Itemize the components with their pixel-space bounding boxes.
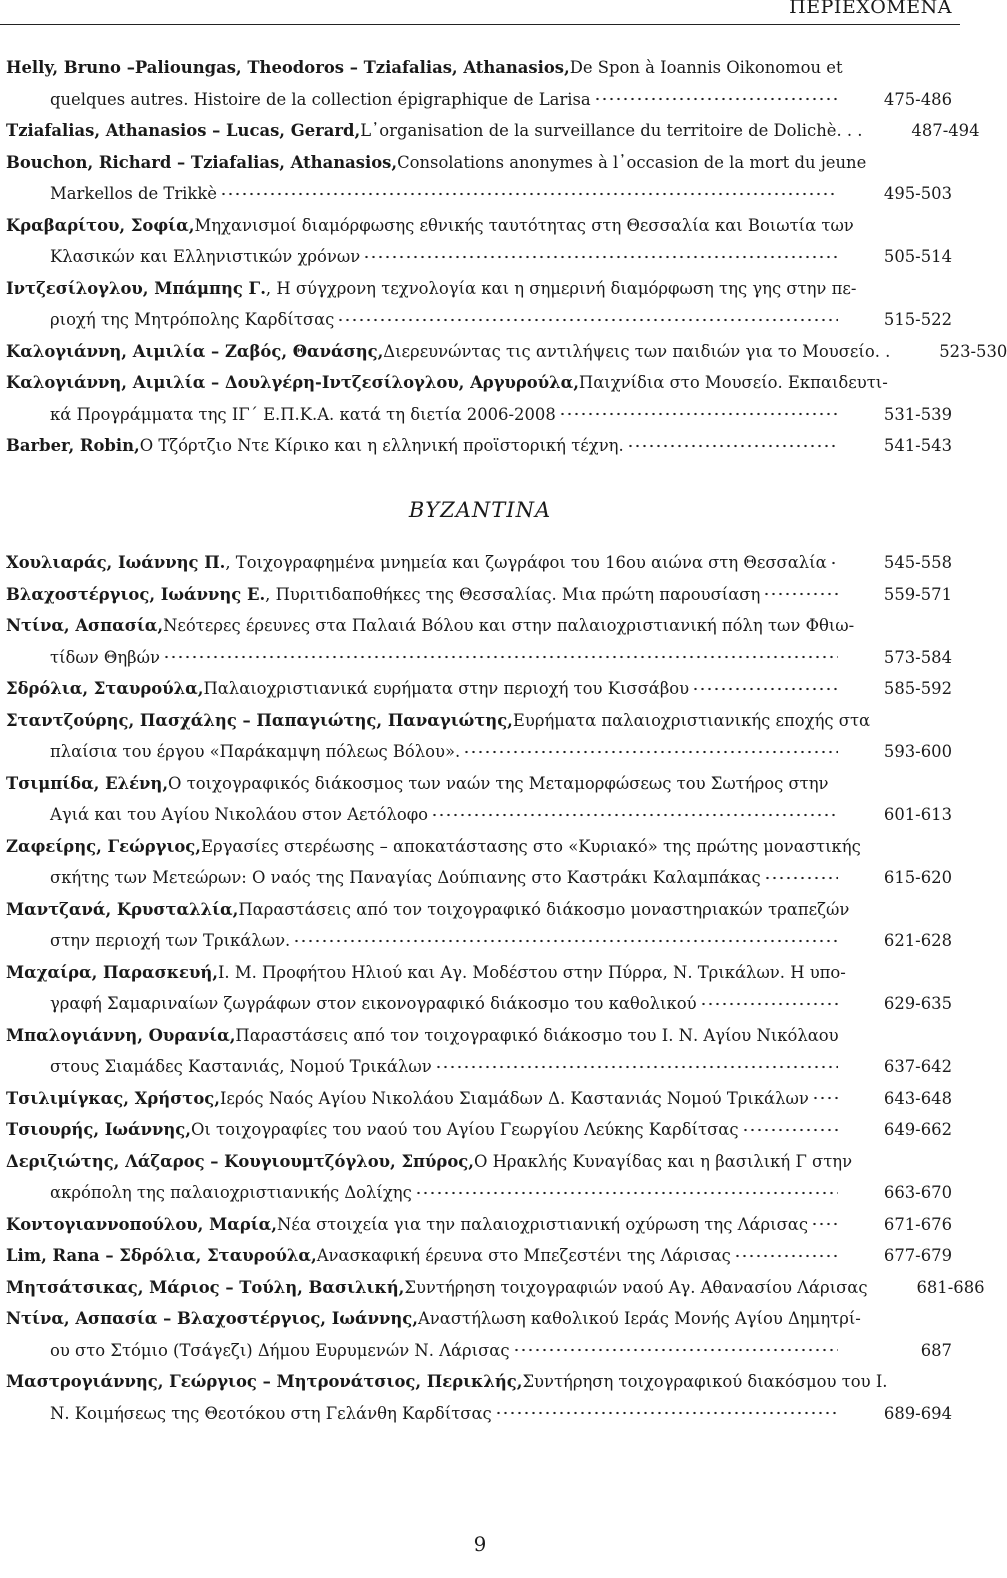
toc-entry-author: Μαστρογιάννης, Γεώργιος – Μητρονάτσιος, Περικλής, xyxy=(6,1372,523,1391)
toc-entry-line xyxy=(6,115,980,147)
dot-leader xyxy=(594,94,838,104)
toc-entry-author: Barber, Robin, xyxy=(6,436,140,455)
toc-entry-title: Παραστάσεις από τον τοιχογραφικό διάκοσμο του Ι. Ν. Αγίου Νικόλαου xyxy=(235,1025,839,1045)
toc-entry xyxy=(6,367,952,430)
toc-entry-pages: 495-503 xyxy=(883,184,952,203)
toc-entry xyxy=(6,1303,952,1366)
toc-entry-title: , Τοιχογραφημένα μνημεία και ζωγράφοι του 16ου αιώνα στη Θεσσαλία xyxy=(225,553,827,572)
toc-entry-author: Δεριζιώτης, Λάζαρος – Κουγιουμτζόγλου, Σπύρος, xyxy=(6,1151,474,1171)
dot-leader xyxy=(812,1093,838,1103)
dot-leader xyxy=(692,684,838,694)
toc-entry-author: Καλογιάννη, Αιμιλία – Δουλγέρη-Ιντζεσίλογλου, Αργυρούλα, xyxy=(6,373,579,392)
toc-entry-title: Ο Ηρακλής Κυναγίδας και η βασιλική Γ στην xyxy=(473,1151,853,1171)
toc-entry-pages: 637-642 xyxy=(883,1057,952,1076)
toc-entry-pages: 585-592 xyxy=(883,679,952,698)
toc-entry-line xyxy=(6,1114,952,1146)
toc-entry-pages: 681-686 xyxy=(916,1277,985,1297)
toc-entry xyxy=(6,115,980,147)
toc-entry-title-continued: Κλασικών και Ελληνιστικών χρόνων xyxy=(50,247,361,266)
toc-entry-pages: 545-558 xyxy=(883,553,952,572)
toc-entry-line xyxy=(6,1303,952,1335)
dot-leader xyxy=(742,1125,838,1135)
toc-entry-pages: 687 xyxy=(920,1340,952,1360)
toc-entry-title-continued: τίδων Θηβών xyxy=(50,647,160,667)
toc-entry-title-continued: γραφή Σαμαριναίων ζωγράφων στον εικονογραφικό διάκοσμο του καθολικού xyxy=(50,994,697,1013)
toc-entry-author: Μητσάτσικας, Μάριος – Τούλη, Βασιλική, xyxy=(6,1277,405,1297)
dot-leader xyxy=(415,1188,838,1198)
toc-entry-line xyxy=(6,367,952,399)
toc-entry-pages: 531-539 xyxy=(883,404,952,424)
header-rule xyxy=(0,24,960,25)
dot-leader xyxy=(627,441,838,451)
toc-entry xyxy=(6,673,952,705)
toc-entry-line xyxy=(6,1146,952,1178)
dot-leader xyxy=(463,747,838,757)
dot-leader xyxy=(220,189,838,199)
toc-entry xyxy=(6,1366,952,1429)
toc-entry xyxy=(6,1114,952,1146)
toc-entry-title: , Πυριτιδαποθήκες της Θεσσαλίας. Μια πρώτη παρουσίαση xyxy=(265,584,761,604)
toc-entry xyxy=(6,52,952,115)
toc-entry xyxy=(6,1272,985,1304)
toc-entry-title: L᾽organisation de la surveillance du territoire de Dolichè. . . xyxy=(360,121,863,140)
toc-entry-line xyxy=(6,1335,952,1367)
toc-entry-line xyxy=(6,673,952,705)
toc-entry-author: Ιντζεσίλογλου, Μπάμπης Γ. xyxy=(6,278,266,298)
toc-entry-line xyxy=(6,147,952,179)
toc-entry xyxy=(6,273,952,336)
page-number: 9 xyxy=(473,1532,487,1556)
toc-entry-pages: 541-543 xyxy=(883,436,952,455)
toc-entry-pages: 559-571 xyxy=(883,584,952,604)
toc-entry-title: Μηχανισμοί διαμόρφωσης εθνικής ταυτότητας στη Θεσσαλία και Βοιωτία των xyxy=(194,215,854,235)
toc-entry-author: Helly, Bruno –Palioungas, Theodoros – Tziafalias, Athanasios, xyxy=(6,58,570,77)
toc-group-archaeology xyxy=(6,52,1007,462)
dot-leader xyxy=(163,652,838,662)
toc-entry-title-continued: Markellos de Trikkè xyxy=(50,184,217,203)
toc-entry xyxy=(6,768,952,831)
toc-entry-author: Tziafalias, Athanasios – Lucas, Gerard, xyxy=(6,121,361,140)
toc-entry-author: Καλογιάννη, Αιμιλία – Ζαβός, Θανάσης, xyxy=(6,341,384,361)
toc-entry xyxy=(6,1240,952,1272)
toc-entry-title-continued: στους Σιαμάδες Καστανιάς, Νομού Τρικάλων xyxy=(50,1057,432,1076)
toc-entry-line xyxy=(6,579,952,611)
toc-entry-pages: 677-679 xyxy=(883,1246,952,1265)
toc-entry-title: Ο Τζόρτζιο Ντε Κίρικο και η ελληνική προϊστορική τέχνη. xyxy=(139,436,624,455)
dot-leader xyxy=(431,810,838,820)
toc-entry xyxy=(6,430,952,462)
toc-entry-line xyxy=(6,1398,952,1430)
toc-entry-title-continued: ου στο Στόμιο (Τσάγεζι) Δήμου Ευρυμενών Ν. Λάρισας xyxy=(50,1340,510,1360)
toc-entry-line xyxy=(6,1083,952,1115)
toc-entry-title-continued: ριοχή της Μητρόπολης Καρδίτσας xyxy=(50,310,335,329)
toc-entry-pages: 523-530 xyxy=(939,341,1007,361)
toc-entry-line xyxy=(6,862,952,894)
toc-entry-title-continued: ακρόπολη της παλαιοχριστιανικής Δολίχης xyxy=(50,1183,412,1202)
toc-entry-title: Εργασίες στερέωσης – αποκατάστασης στο «Κυριακό» της πρώτης μοναστικής xyxy=(201,836,861,856)
toc-entry-pages: 621-628 xyxy=(883,931,952,950)
toc-entry-title-continued: Ν. Κοιμήσεως της Θεοτόκου στη Γελάνθη Καρδίτσας xyxy=(50,1403,492,1423)
toc-entry-line xyxy=(6,1366,952,1398)
toc-entry-author: Ντίνα, Ασπασία – Βλαχοστέργιος, Ιωάννης, xyxy=(6,1309,418,1328)
toc-entry-title: Διερευνώντας τις αντιλήψεις των παιδιών για το Μουσείο. . xyxy=(383,341,891,361)
toc-entry-line xyxy=(6,304,952,336)
toc-entry-author: Βλαχοστέργιος, Ιωάννης Ε. xyxy=(6,584,266,604)
toc-entry-title: Ο τοιχογραφικός διάκοσμος των ναών της Μεταμορφώσεως του Σωτήρος στην xyxy=(168,773,829,793)
toc-entry-line xyxy=(6,736,952,768)
toc-entry-line xyxy=(6,768,952,800)
toc-entry-title-continued: πλαίσια του έργου «Παράκαμψη πόλεως Βόλου». xyxy=(50,742,461,761)
toc-entry xyxy=(6,705,952,768)
dot-leader xyxy=(830,558,838,568)
toc-entry-line xyxy=(6,178,952,210)
toc-entry-pages: 689-694 xyxy=(883,1403,952,1423)
toc-entry xyxy=(6,147,952,210)
toc-entry-title-continued: Αγιά και του Αγίου Νικολάου στον Αετόλοφο xyxy=(50,805,429,824)
toc-entry-line xyxy=(6,273,952,305)
toc-entry-pages: 615-620 xyxy=(883,868,952,887)
toc-entry-author: Τσιουρής, Ιωάννης, xyxy=(6,1120,191,1139)
toc-entry xyxy=(6,336,1007,368)
toc-entry-line xyxy=(6,925,952,957)
toc-entry-pages: 601-613 xyxy=(883,805,952,824)
toc-entry-line xyxy=(6,210,952,242)
toc-entry-line xyxy=(6,399,952,431)
toc-entry-title-continued: στην περιοχή των Τρικάλων. xyxy=(50,931,291,950)
toc-entry-author: Τσιμπίδα, Ελένη, xyxy=(6,773,169,793)
toc-entry-line xyxy=(6,642,952,674)
section-title-byzantina: ΒΥΖΑΝΤΙΝΑ xyxy=(408,498,552,522)
toc-entry-pages: 505-514 xyxy=(883,247,952,266)
toc-entry xyxy=(6,547,952,579)
toc-entry-title-continued: quelques autres. Histoire de la collection épigraphique de Larisa xyxy=(50,89,591,109)
toc-entry-line xyxy=(6,1051,952,1083)
toc-group-byzantina xyxy=(6,547,985,1429)
toc-entry-title: Ιερός Ναός Αγίου Νικολάου Σιαμάδων Δ. Καστανιάς Νομού Τρικάλων xyxy=(219,1088,809,1108)
toc-entry-author: Lim, Rana – Σδρόλια, Σταυρούλα, xyxy=(6,1246,317,1265)
dot-leader xyxy=(811,1219,838,1229)
toc-entry-author: Ντίνα, Ασπασία, xyxy=(6,616,164,635)
dot-leader xyxy=(293,936,838,946)
dot-leader xyxy=(763,589,838,599)
toc-entry-line xyxy=(6,799,952,831)
toc-entry-line xyxy=(6,241,952,273)
toc-entry-author: Μαχαίρα, Παρασκευή, xyxy=(6,962,218,982)
toc-entry-title: Παιχνίδια στο Μουσείο. Εκπαιδευτι- xyxy=(578,373,888,392)
toc-entry-title: , Η σύγχρονη τεχνολογία και η σημερινή διαμόρφωση της γης στην πε- xyxy=(265,278,857,298)
toc-entry-line xyxy=(6,705,952,737)
toc-entry-pages: 593-600 xyxy=(883,742,952,761)
toc-entry-line xyxy=(6,1272,985,1304)
running-head: ΠΕΡΙΕΧΟΜΕΝΑ xyxy=(789,0,952,18)
toc-entry-author: Κοντογιαννοπούλου, Μαρία, xyxy=(6,1214,277,1234)
toc-entry-line xyxy=(6,52,952,84)
dot-leader xyxy=(363,252,838,262)
toc-entry-line xyxy=(6,336,1007,368)
toc-entry-author: Σταντζούρης, Πασχάλης – Παπαγιώτης, Παναγιώτης, xyxy=(6,710,513,730)
dot-leader xyxy=(435,1062,838,1072)
dot-leader xyxy=(337,315,838,325)
toc-entry-author: Σδρόλια, Σταυρούλα, xyxy=(6,679,204,698)
dot-leader xyxy=(513,1345,838,1355)
toc-entry-author: Μπαλογιάννη, Ουρανία, xyxy=(6,1025,236,1045)
dot-leader xyxy=(559,409,838,419)
toc-entry xyxy=(6,1209,952,1241)
toc-entry xyxy=(6,894,952,957)
toc-entry-pages: 487-494 xyxy=(911,121,980,140)
toc-entry-title: Ανασκαφική έρευνα στο Μπεζεστένι της Λάρισας xyxy=(316,1246,731,1265)
toc-entry xyxy=(6,1020,952,1083)
toc-entry-title: De Spon à Ioannis Oikonomou et xyxy=(569,58,843,77)
dot-leader xyxy=(764,873,838,883)
toc-entry-line xyxy=(6,831,952,863)
toc-entry-pages: 663-670 xyxy=(883,1183,952,1202)
toc-entry-pages: 475-486 xyxy=(883,89,952,109)
toc-entry-title: Consolations anonymes à l᾽occasion de la mort du jeune xyxy=(397,152,867,172)
toc-entry-title-continued: κά Προγράμματα της ΙΓ΄ Ε.Π.Κ.Α. κατά τη διετία 2006-2008 xyxy=(50,404,556,424)
toc-entry xyxy=(6,579,952,611)
toc-entry-pages: 573-584 xyxy=(883,647,952,667)
toc-entry-title-continued: σκήτης των Μετεώρων: Ο ναός της Παναγίας Δούπιανης στο Καστράκι Καλαμπάκας xyxy=(50,868,761,887)
toc-entry-pages: 643-648 xyxy=(883,1088,952,1108)
dot-leader xyxy=(700,999,838,1009)
toc-entry-line xyxy=(6,957,952,989)
toc-entry-line xyxy=(6,988,952,1020)
toc-entry-line xyxy=(6,430,952,462)
toc-entry xyxy=(6,1083,952,1115)
toc-entry-line xyxy=(6,84,952,116)
toc-entry-author: Κραβαρίτου, Σοφία, xyxy=(6,215,195,235)
toc-entry xyxy=(6,957,952,1020)
toc-entry-line xyxy=(6,1020,952,1052)
toc-entry-title: Ι. Μ. Προφήτου Ηλιού και Αγ. Μοδέστου στην Πύρρα, Ν. Τρικάλων. Η υπο- xyxy=(217,962,846,982)
toc-entry-title: Νέα στοιχεία για την παλαιοχριστιανική οχύρωση της Λάρισας xyxy=(276,1214,809,1234)
toc-entry-line xyxy=(6,1209,952,1241)
toc-entry xyxy=(6,210,952,273)
toc-entry xyxy=(6,831,952,894)
toc-entry-pages: 629-635 xyxy=(883,994,952,1013)
toc-entry-title: Νεότερες έρευνες στα Παλαιά Βόλου και στην παλαιοχριστιανική πόλη των Φθιω- xyxy=(163,616,855,635)
toc-entry-pages: 515-522 xyxy=(883,310,952,329)
toc-entry-author: Bouchon, Richard – Tziafalias, Athanasios, xyxy=(6,152,398,172)
dot-leader xyxy=(734,1251,838,1261)
toc-entry-title: Παραστάσεις από τον τοιχογραφικό διάκοσμο μοναστηριακών τραπεζών xyxy=(238,899,850,919)
toc-entry-line xyxy=(6,610,952,642)
toc-entry-line xyxy=(6,1177,952,1209)
toc-entry-author: Ζαφείρης, Γεώργιος, xyxy=(6,836,201,856)
toc-entry-line xyxy=(6,1240,952,1272)
toc-entry-line xyxy=(6,894,952,926)
toc-entry-title: Συντήρηση τοιχογραφιών ναού Αγ. Αθανασίου Λάρισας xyxy=(404,1277,868,1297)
toc-entry-author: Τσιλιμίγκας, Χρήστος, xyxy=(6,1088,220,1108)
toc-entry xyxy=(6,610,952,673)
toc-entry-title: Ευρήματα παλαιοχριστιανικής εποχής στα xyxy=(512,710,871,730)
toc-entry-title: Συντήρηση τοιχογραφικού διακόσμου του Ι. xyxy=(522,1372,888,1391)
dot-leader xyxy=(495,1408,838,1418)
toc-entry-title: Παλαιοχριστιανικά ευρήματα στην περιοχή του Κισσάβου xyxy=(203,679,690,698)
toc-entry xyxy=(6,1146,952,1209)
toc-entry-author: Χουλιαράς, Ιωάννης Π. xyxy=(6,553,226,572)
toc-entry-title: Αναστήλωση καθολικού Ιεράς Μονής Αγίου Δημητρί- xyxy=(417,1309,861,1328)
toc-entry-author: Μαντζανά, Κρυσταλλία, xyxy=(6,899,239,919)
toc-entry-line xyxy=(6,547,952,579)
toc-entry-pages: 671-676 xyxy=(883,1214,952,1234)
toc-entry-title: Οι τοιχογραφίες του ναού του Αγίου Γεωργίου Λεύκης Καρδίτσας xyxy=(190,1120,739,1139)
toc-entry-pages: 649-662 xyxy=(883,1120,952,1139)
